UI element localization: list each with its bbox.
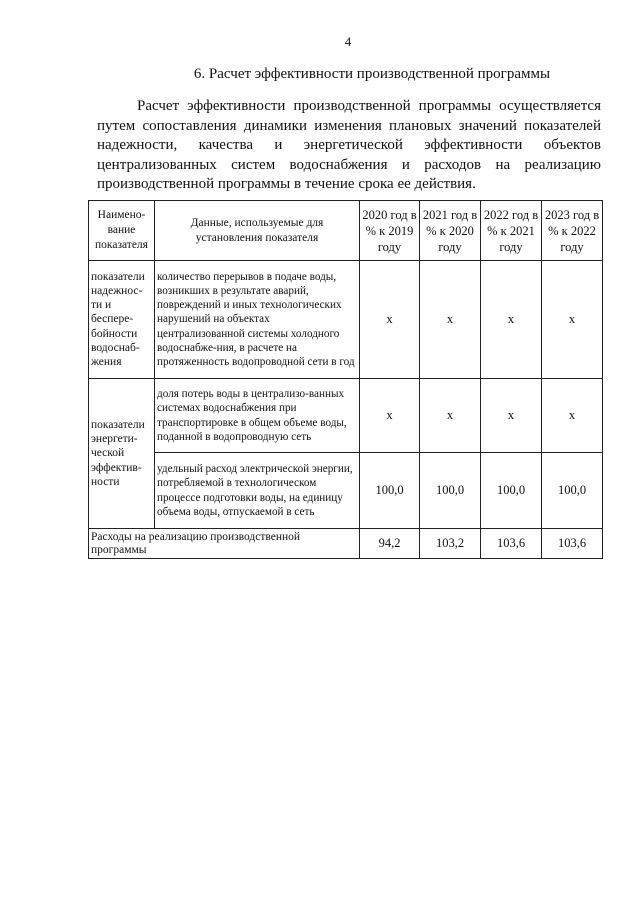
value-2022: х bbox=[481, 379, 542, 453]
header-2020: 2020 год в % к 2019 году bbox=[360, 201, 420, 261]
total-label: Расходы на реализацию производственной программы bbox=[89, 529, 360, 559]
indicator-data: удельный расход электрической энергии, потребляемой в технологическом процессе подготовки воды, на единицу объема воды, отпускаемой в сеть bbox=[155, 453, 360, 529]
header-2023: 2023 год в % к 2022 году bbox=[542, 201, 603, 261]
section-title: 6. Расчет эффективности производственной программы bbox=[193, 66, 551, 82]
value-2020: 100,0 bbox=[360, 453, 420, 529]
page-number: 4 bbox=[344, 34, 352, 49]
header-name: Наимено-вание показателя bbox=[89, 201, 155, 261]
table-total-row bbox=[89, 529, 603, 559]
value-2020: х bbox=[360, 261, 420, 379]
total-2020: 94,2 bbox=[360, 529, 420, 559]
value-2020: х bbox=[360, 379, 420, 453]
value-2021: х bbox=[420, 379, 481, 453]
header-2021: 2021 год в % к 2020 году bbox=[420, 201, 481, 261]
value-2023: х bbox=[542, 379, 603, 453]
efficiency-table bbox=[88, 200, 603, 559]
total-2021: 103,2 bbox=[420, 529, 481, 559]
value-2023: 100,0 bbox=[542, 453, 603, 529]
intro-paragraph: Расчет эффективности производственной программы осуществляется путем сопоставления динамики изменения плановых значений показателей надежности, качества и энергетической эффективности объектов централизованных систем водоснабжения и расходов на реализацию производственной программы в течение срока ее действия. bbox=[97, 98, 601, 192]
total-2023: 103,6 bbox=[542, 529, 603, 559]
value-2022: х bbox=[481, 261, 542, 379]
total-2022: 103,6 bbox=[481, 529, 542, 559]
table-header-row bbox=[89, 201, 603, 261]
indicator-name-reliability: показатели надежнос-ти и беспере-бойности водоснаб-жения bbox=[89, 261, 155, 379]
table-row bbox=[89, 261, 603, 379]
value-2021: х bbox=[420, 261, 481, 379]
header-2022: 2022 год в % к 2021 году bbox=[481, 201, 542, 261]
table-row bbox=[89, 379, 603, 453]
indicator-data: количество перерывов в подаче воды, возникших в результате аварий, повреждений и иных технологических нарушений на объектах централизованной системы холодного водоснабже-ния, в расчете на протяженность водопроводной сети в год bbox=[155, 261, 360, 379]
value-2023: х bbox=[542, 261, 603, 379]
indicator-name-energy: показатели энергети-ческой эффектив-ности bbox=[89, 379, 155, 529]
indicator-data: доля потерь воды в централизо-ванных системах водоснабжения при транспортировке в общем объеме воды, поданной в водопроводную сеть bbox=[155, 379, 360, 453]
header-data: Данные, используемые для установления показателя bbox=[155, 201, 360, 261]
value-2022: 100,0 bbox=[481, 453, 542, 529]
value-2021: 100,0 bbox=[420, 453, 481, 529]
table-row bbox=[89, 453, 603, 529]
